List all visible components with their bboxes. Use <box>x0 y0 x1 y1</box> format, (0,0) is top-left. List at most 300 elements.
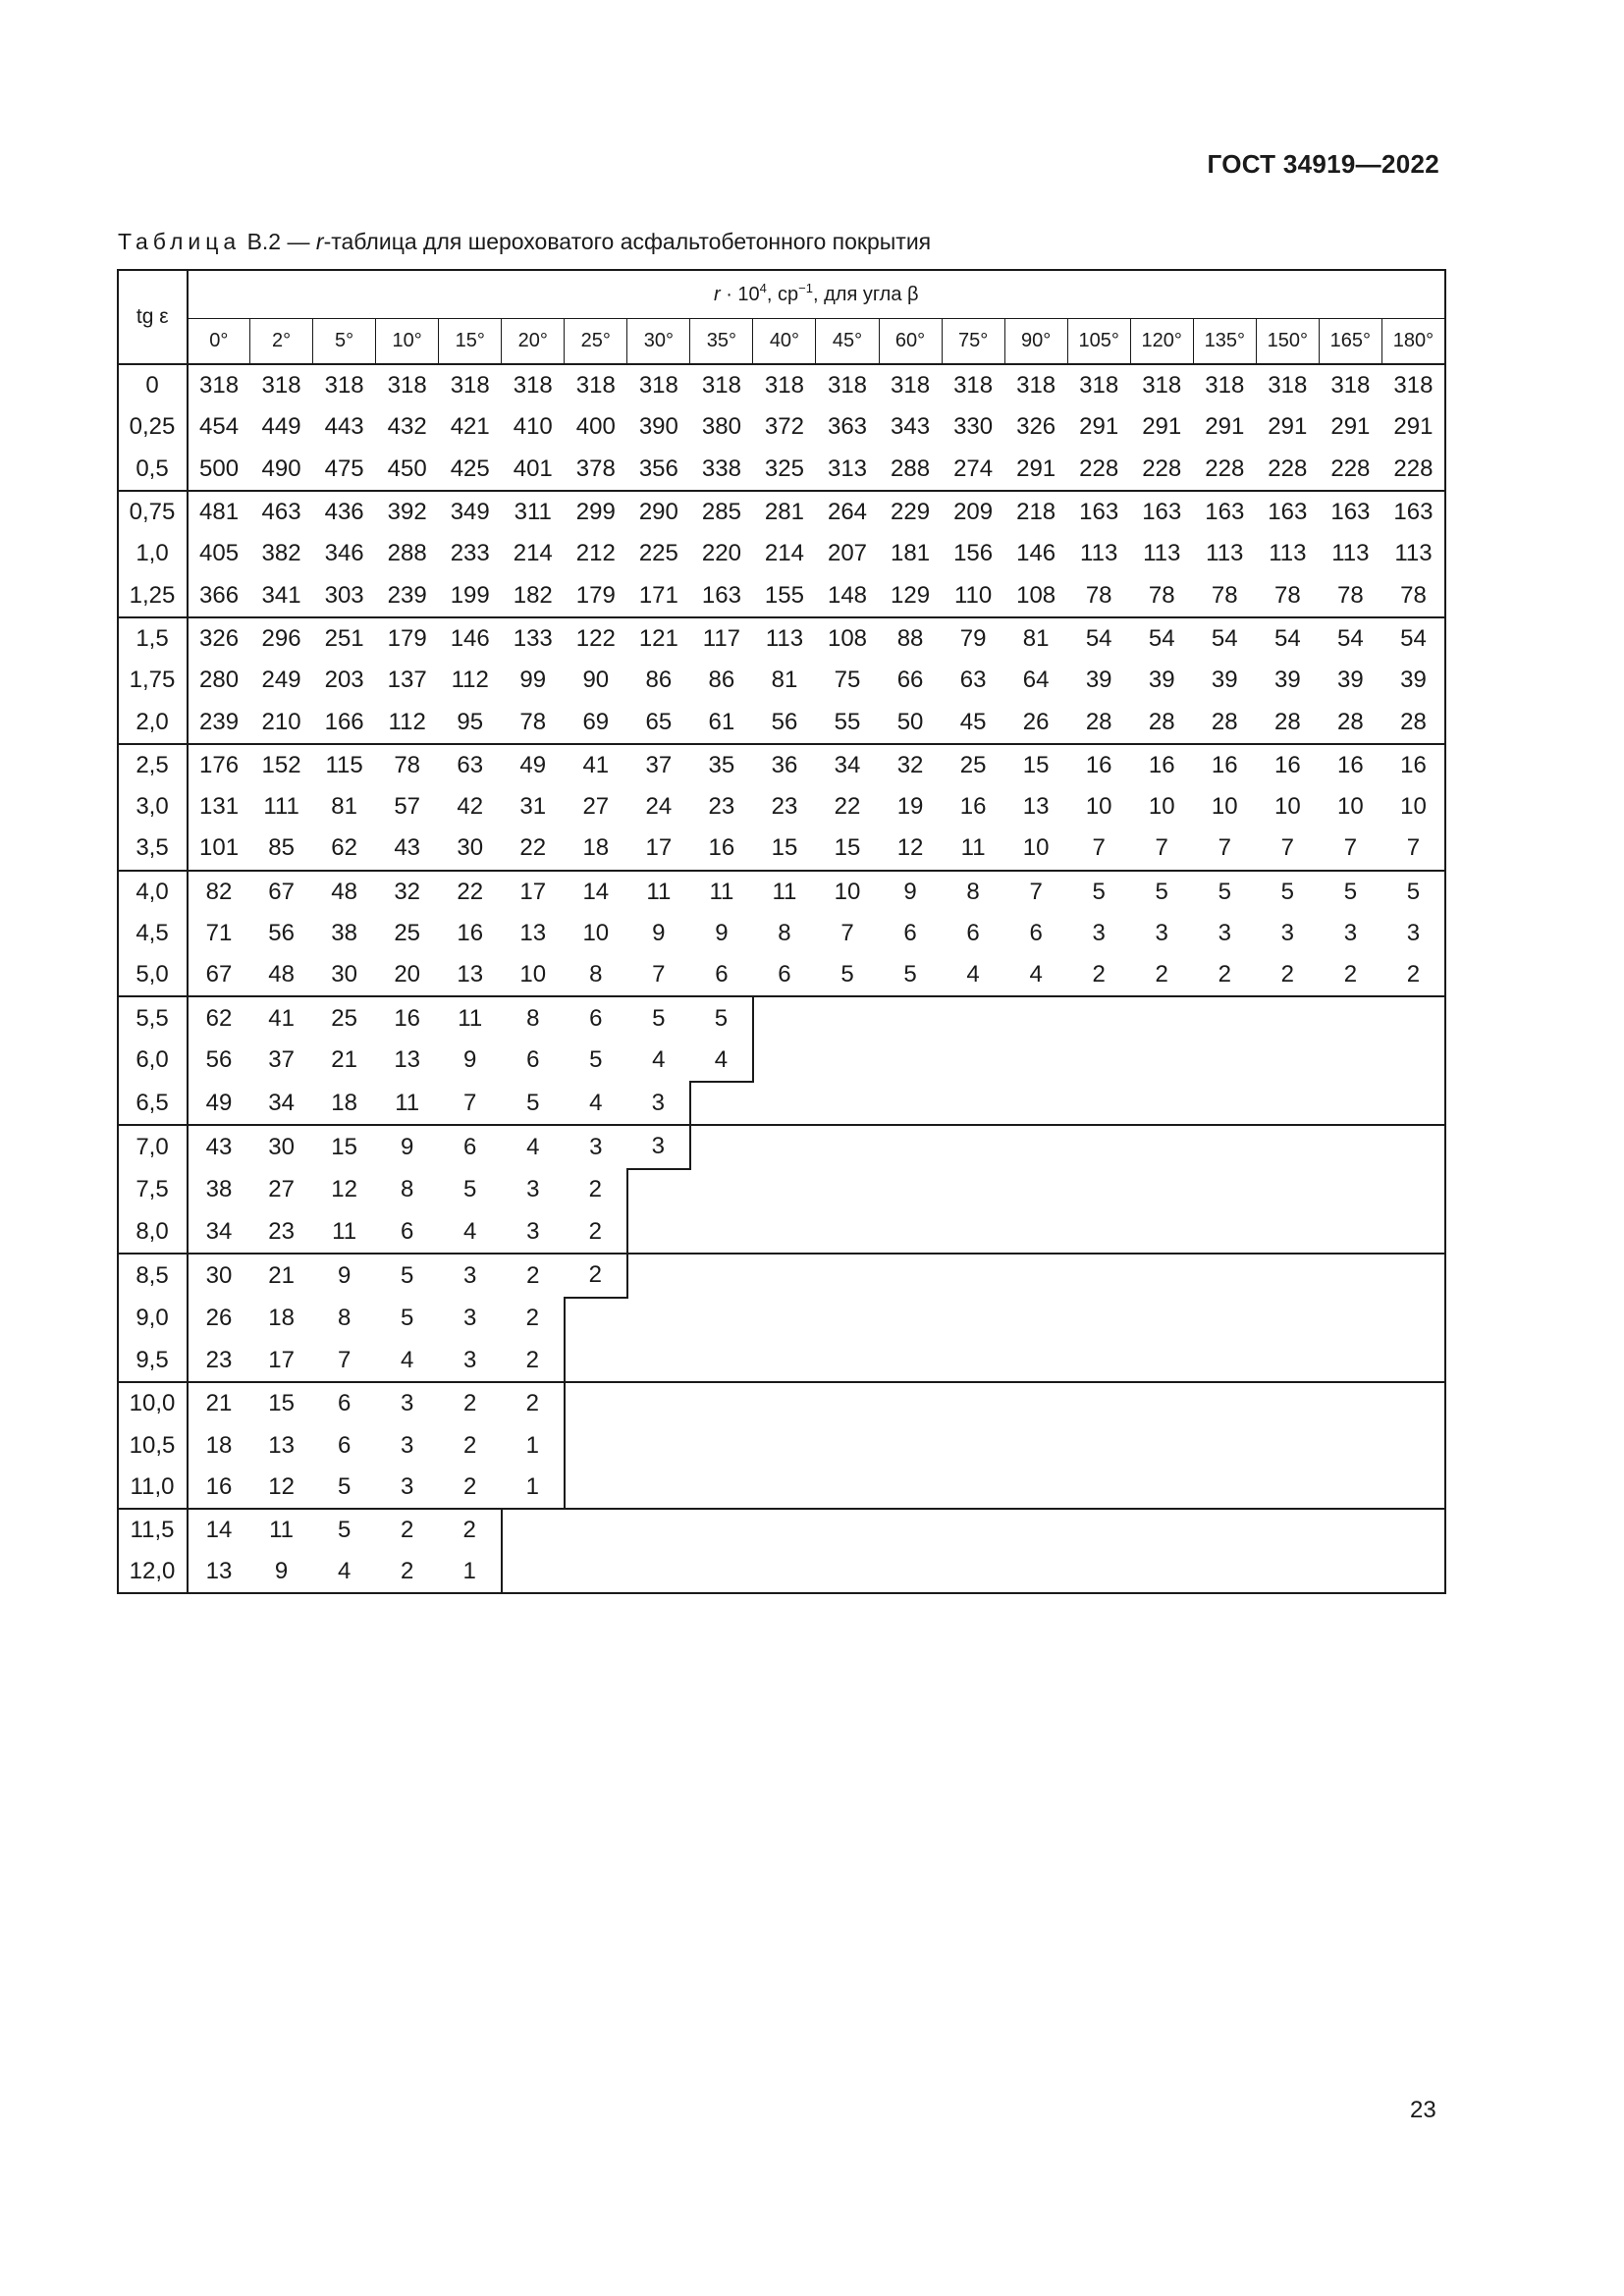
tg-epsilon-cell: 1,75 <box>119 660 188 701</box>
tg-epsilon-cell: 8,5 <box>119 1254 188 1297</box>
table-row <box>119 1551 1445 1592</box>
empty-cell <box>1004 1424 1067 1466</box>
table-row <box>119 1467 1445 1509</box>
value-cell: 450 <box>387 454 427 482</box>
value-cell: 1 <box>502 1467 565 1509</box>
value-cell: 78 <box>376 744 439 786</box>
value-cell: 3 <box>526 1176 540 1203</box>
value-cell: 5 <box>526 1089 540 1116</box>
value-cell: 2 <box>502 1340 565 1382</box>
empty-cell <box>1381 1211 1444 1254</box>
empty-cell <box>1256 1082 1319 1125</box>
tg-epsilon-cell: 0,25 <box>119 406 188 448</box>
value-cell: 475 <box>324 454 364 482</box>
value-cell: 6 <box>526 1046 540 1074</box>
empty-cell <box>942 1509 1004 1551</box>
value-cell: 3 <box>1280 920 1294 946</box>
value-cell: 220 <box>701 540 741 567</box>
table-row <box>119 1340 1445 1382</box>
empty-cell <box>816 1509 879 1551</box>
value-cell: 4 <box>690 1040 753 1082</box>
table-row <box>119 533 1445 574</box>
value-cell: 291 <box>1205 413 1245 441</box>
empty-cell <box>753 1040 816 1082</box>
value-cell: 146 <box>1016 540 1056 567</box>
value-cell: 166 <box>324 708 364 735</box>
empty-cell <box>1130 1298 1193 1340</box>
value-cell: 500 <box>199 454 240 482</box>
value-cell: 330 <box>953 413 994 441</box>
group-header-angle-text: , для угла β <box>812 283 919 305</box>
empty-cell <box>690 1509 753 1551</box>
value-cell: 49 <box>502 744 565 786</box>
value-cell: 10 <box>1085 793 1112 821</box>
value-cell: 3 <box>1092 920 1106 946</box>
empty-cell <box>879 1211 942 1254</box>
empty-cell <box>1381 1424 1444 1466</box>
value-cell: 9 <box>376 1125 439 1168</box>
value-cell: 113 <box>1394 540 1433 567</box>
value-cell: 112 <box>388 708 426 735</box>
empty-cell <box>753 1551 816 1592</box>
value-cell: 50 <box>896 708 924 735</box>
empty-cell <box>1319 996 1381 1039</box>
value-cell: 16 <box>457 920 484 946</box>
value-cell: 163 <box>1067 491 1130 533</box>
empty-cell <box>1256 1551 1319 1592</box>
table-row <box>119 1125 1445 1168</box>
value-cell: 15 <box>313 1125 376 1168</box>
value-cell: 291 <box>1268 413 1308 441</box>
empty-cell <box>1256 1340 1319 1382</box>
empty-cell <box>502 1551 565 1592</box>
value-cell: 56 <box>268 920 295 946</box>
value-cell: 318 <box>188 364 250 406</box>
value-cell: 54 <box>1067 617 1130 660</box>
value-cell: 63 <box>439 744 502 786</box>
value-cell: 37 <box>627 744 690 786</box>
value-cell: 37 <box>268 1046 295 1074</box>
value-cell: 318 <box>942 364 1004 406</box>
empty-cell <box>1256 1211 1319 1254</box>
empty-cell <box>942 1382 1004 1424</box>
value-cell: 318 <box>1319 364 1381 406</box>
empty-cell <box>1319 1125 1381 1168</box>
empty-cell <box>1004 1467 1067 1509</box>
group-header-multiplier-exponent: 4 <box>759 280 767 295</box>
tg-epsilon-cell: 8,0 <box>119 1211 188 1254</box>
value-cell: 318 <box>1256 364 1319 406</box>
value-cell: 75 <box>834 667 861 694</box>
value-cell: 2 <box>565 1254 627 1297</box>
value-cell: 182 <box>513 581 553 609</box>
caption-r-symbol: r <box>315 229 324 254</box>
value-cell: 117 <box>690 617 753 660</box>
angle-header: 2° <box>250 319 313 365</box>
empty-cell <box>627 1169 690 1211</box>
value-cell: 28 <box>1085 708 1112 735</box>
value-cell: 9 <box>652 920 666 946</box>
value-cell: 78 <box>1337 581 1364 609</box>
value-cell: 108 <box>816 617 879 660</box>
empty-cell <box>1004 1382 1067 1424</box>
value-cell: 3 <box>439 1254 502 1297</box>
value-cell: 11 <box>690 871 753 913</box>
empty-cell <box>753 996 816 1039</box>
empty-cell <box>1256 1382 1319 1424</box>
angle-header: 30° <box>627 319 690 365</box>
empty-cell <box>879 1467 942 1509</box>
value-cell: 291 <box>1079 413 1119 441</box>
value-cell: 3 <box>627 1082 690 1125</box>
value-cell: 3 <box>400 1472 414 1500</box>
table-row <box>119 828 1445 870</box>
value-cell: 5 <box>690 996 753 1039</box>
value-cell: 152 <box>250 744 313 786</box>
value-cell: 78 <box>1211 581 1238 609</box>
value-cell: 3 <box>526 1218 540 1246</box>
value-cell: 2 <box>463 1431 477 1459</box>
value-cell: 7 <box>1280 834 1294 862</box>
value-cell: 101 <box>199 834 240 862</box>
value-cell: 65 <box>645 708 673 735</box>
value-cell: 146 <box>439 617 502 660</box>
value-cell: 131 <box>199 793 240 821</box>
value-cell: 303 <box>324 581 364 609</box>
value-cell: 4 <box>589 1089 603 1116</box>
value-cell: 13 <box>205 1558 233 1585</box>
table-row <box>119 786 1445 828</box>
value-cell: 155 <box>764 581 804 609</box>
empty-cell <box>565 1424 627 1466</box>
value-cell: 133 <box>502 617 565 660</box>
empty-cell <box>1067 1125 1130 1168</box>
empty-cell <box>1004 1340 1067 1382</box>
value-cell: 239 <box>199 708 240 735</box>
table-row <box>119 491 1445 533</box>
empty-cell <box>1067 1211 1130 1254</box>
value-cell: 67 <box>205 961 233 988</box>
empty-cell <box>1381 996 1444 1039</box>
table-caption <box>118 229 931 255</box>
value-cell: 34 <box>268 1089 295 1116</box>
value-cell: 18 <box>582 834 610 862</box>
value-cell: 163 <box>1319 491 1381 533</box>
value-cell: 203 <box>324 667 364 694</box>
empty-cell <box>690 1467 753 1509</box>
empty-cell <box>1004 1509 1067 1551</box>
value-cell: 78 <box>1085 581 1112 609</box>
value-cell: 425 <box>450 454 490 482</box>
empty-cell <box>1004 1298 1067 1340</box>
value-cell: 5 <box>1381 871 1444 913</box>
value-cell: 21 <box>250 1254 313 1297</box>
empty-cell <box>1193 1424 1256 1466</box>
angle-header: 20° <box>502 319 565 365</box>
empty-cell <box>690 1254 753 1297</box>
value-cell: 251 <box>313 617 376 660</box>
value-cell: 54 <box>1381 617 1444 660</box>
value-cell: 15 <box>771 834 798 862</box>
value-cell: 463 <box>250 491 313 533</box>
value-cell: 8 <box>337 1305 352 1332</box>
value-cell: 63 <box>959 667 987 694</box>
empty-cell <box>879 1040 942 1082</box>
group-header <box>188 271 1445 319</box>
value-cell: 382 <box>261 540 301 567</box>
tg-epsilon-cell: 10,0 <box>119 1382 188 1424</box>
value-cell: 7 <box>1092 834 1106 862</box>
value-cell: 5 <box>1193 871 1256 913</box>
empty-cell <box>816 1254 879 1297</box>
empty-cell <box>690 1340 753 1382</box>
table-row <box>119 701 1445 743</box>
empty-cell <box>942 1467 1004 1509</box>
value-cell: 225 <box>638 540 678 567</box>
value-cell: 7 <box>1218 834 1231 862</box>
value-cell: 239 <box>387 581 427 609</box>
value-cell: 54 <box>1319 617 1381 660</box>
empty-cell <box>1381 1467 1444 1509</box>
table-row <box>119 1254 1445 1297</box>
value-cell: 32 <box>376 871 439 913</box>
value-cell: 481 <box>188 491 250 533</box>
value-cell: 23 <box>205 1346 233 1373</box>
value-cell: 2 <box>376 1509 439 1551</box>
empty-cell <box>1193 1509 1256 1551</box>
empty-cell <box>816 1551 879 1592</box>
value-cell: 10 <box>1211 793 1238 821</box>
angle-header: 105° <box>1067 319 1130 365</box>
value-cell: 318 <box>816 364 879 406</box>
value-cell: 21 <box>331 1046 357 1074</box>
empty-cell <box>942 996 1004 1039</box>
value-cell: 34 <box>205 1218 233 1246</box>
value-cell: 176 <box>188 744 250 786</box>
empty-cell <box>816 1082 879 1125</box>
value-cell: 61 <box>708 708 735 735</box>
empty-cell <box>1319 1382 1381 1424</box>
empty-cell <box>942 1298 1004 1340</box>
empty-cell <box>1067 1340 1130 1382</box>
caption-prefix: Таблица <box>118 229 242 254</box>
value-cell: 5 <box>1256 871 1319 913</box>
value-cell: 108 <box>1016 581 1056 609</box>
table-row <box>119 406 1445 448</box>
value-cell: 78 <box>1273 581 1301 609</box>
empty-cell <box>816 1298 879 1340</box>
empty-cell <box>753 1125 816 1168</box>
value-cell: 2 <box>502 1254 565 1297</box>
value-cell: 49 <box>205 1089 233 1116</box>
value-cell: 15 <box>834 834 861 862</box>
value-cell: 16 <box>1381 744 1444 786</box>
empty-cell <box>1381 1254 1444 1297</box>
empty-cell <box>1067 996 1130 1039</box>
value-cell: 16 <box>1067 744 1130 786</box>
value-cell: 249 <box>261 667 301 694</box>
empty-cell <box>1381 1125 1444 1168</box>
value-cell: 218 <box>1004 491 1067 533</box>
empty-cell <box>627 1509 690 1551</box>
value-cell: 15 <box>1004 744 1067 786</box>
empty-cell <box>1193 1467 1256 1509</box>
value-cell: 291 <box>1142 413 1182 441</box>
value-cell: 4 <box>337 1558 352 1585</box>
value-cell: 3 <box>376 1382 439 1424</box>
value-cell: 6 <box>778 961 791 988</box>
empty-cell <box>1193 1551 1256 1592</box>
value-cell: 43 <box>188 1125 250 1168</box>
angle-header: 135° <box>1193 319 1256 365</box>
tg-epsilon-cell: 2,5 <box>119 744 188 786</box>
empty-cell <box>1193 1382 1256 1424</box>
value-cell: 30 <box>188 1254 250 1297</box>
value-cell: 11 <box>439 996 502 1039</box>
caption-number: В.2 — <box>246 229 310 254</box>
value-cell: 6 <box>966 920 980 946</box>
empty-cell <box>1130 1125 1193 1168</box>
r-table <box>118 270 1445 1593</box>
value-cell: 9 <box>274 1558 289 1585</box>
empty-cell <box>753 1382 816 1424</box>
value-cell: 421 <box>450 413 490 441</box>
value-cell: 148 <box>827 581 868 609</box>
table-row <box>119 1382 1445 1424</box>
value-cell: 10 <box>1400 793 1427 821</box>
value-cell: 13 <box>457 961 484 988</box>
value-cell: 55 <box>834 708 861 735</box>
empty-cell <box>816 1340 879 1382</box>
value-cell: 26 <box>205 1305 233 1332</box>
value-cell: 4 <box>652 1046 666 1074</box>
empty-cell <box>502 1509 565 1551</box>
value-cell: 42 <box>457 793 484 821</box>
value-cell: 39 <box>1085 667 1112 694</box>
document-standard-number: ГОСТ 34919—2022 <box>1207 149 1439 179</box>
value-cell: 318 <box>376 364 439 406</box>
empty-cell <box>1193 1169 1256 1211</box>
value-cell: 11 <box>332 1218 357 1246</box>
value-cell: 264 <box>816 491 879 533</box>
empty-cell <box>1004 1211 1067 1254</box>
value-cell: 6 <box>400 1218 414 1246</box>
value-cell: 4 <box>400 1346 414 1373</box>
value-cell: 23 <box>268 1218 295 1246</box>
value-cell: 318 <box>1130 364 1193 406</box>
value-cell: 3 <box>463 1305 477 1332</box>
empty-cell <box>753 1169 816 1211</box>
value-cell: 99 <box>519 667 547 694</box>
empty-cell <box>627 1211 690 1254</box>
empty-cell <box>879 1254 942 1297</box>
empty-cell <box>1067 1382 1130 1424</box>
value-cell: 228 <box>1393 454 1434 482</box>
value-cell: 285 <box>690 491 753 533</box>
value-cell: 11 <box>960 834 986 862</box>
value-cell: 34 <box>816 744 879 786</box>
empty-cell <box>753 1424 816 1466</box>
tg-epsilon-cell: 3,0 <box>119 786 188 828</box>
empty-cell <box>1193 1254 1256 1297</box>
value-cell: 8 <box>942 871 1004 913</box>
table-row <box>119 913 1445 954</box>
empty-cell <box>627 1340 690 1382</box>
value-cell: 28 <box>1211 708 1238 735</box>
value-cell: 7 <box>840 920 854 946</box>
value-cell: 7 <box>1406 834 1421 862</box>
value-cell: 39 <box>1400 667 1427 694</box>
value-cell: 111 <box>263 793 299 821</box>
empty-cell <box>627 1382 690 1424</box>
value-cell: 113 <box>1206 540 1244 567</box>
empty-cell <box>1067 1509 1130 1551</box>
value-cell: 18 <box>205 1431 233 1459</box>
value-cell: 291 <box>1393 413 1434 441</box>
value-cell: 57 <box>394 793 421 821</box>
value-cell: 12 <box>896 834 924 862</box>
value-cell: 318 <box>1193 364 1256 406</box>
value-cell: 18 <box>268 1305 295 1332</box>
empty-cell <box>1004 1254 1067 1297</box>
value-cell: 9 <box>313 1254 376 1297</box>
value-cell: 432 <box>387 413 427 441</box>
empty-cell <box>753 1254 816 1297</box>
tg-epsilon-cell: 5,0 <box>119 954 188 996</box>
empty-cell <box>1256 1125 1319 1168</box>
empty-cell <box>1193 1298 1256 1340</box>
tg-epsilon-cell: 0 <box>119 364 188 406</box>
value-cell: 2 <box>1406 961 1421 988</box>
value-cell: 6 <box>565 996 627 1039</box>
value-cell: 6 <box>337 1431 352 1459</box>
value-cell: 113 <box>753 617 816 660</box>
angle-header: 25° <box>565 319 627 365</box>
empty-cell <box>1193 996 1256 1039</box>
value-cell: 318 <box>250 364 313 406</box>
value-cell: 11 <box>250 1509 313 1551</box>
value-cell: 22 <box>519 834 547 862</box>
tg-epsilon-cell: 0,75 <box>119 491 188 533</box>
value-cell: 137 <box>387 667 427 694</box>
value-cell: 16 <box>1130 744 1193 786</box>
value-cell: 56 <box>205 1046 233 1074</box>
value-cell: 5 <box>376 1254 439 1297</box>
value-cell: 318 <box>1004 364 1067 406</box>
empty-cell <box>753 1298 816 1340</box>
value-cell: 95 <box>457 708 484 735</box>
empty-cell <box>1130 1082 1193 1125</box>
empty-cell <box>942 1125 1004 1168</box>
caption-title: -таблица для шероховатого асфальтобетонного покрытия <box>323 229 932 254</box>
value-cell: 343 <box>891 413 931 441</box>
value-cell: 290 <box>627 491 690 533</box>
value-cell: 2 <box>565 1211 627 1254</box>
value-cell: 11 <box>395 1089 420 1116</box>
empty-cell <box>816 1424 879 1466</box>
empty-cell <box>1381 1340 1444 1382</box>
tg-epsilon-cell: 0,5 <box>119 449 188 491</box>
value-cell: 5 <box>589 1046 603 1074</box>
value-cell: 90 <box>582 667 610 694</box>
value-cell: 41 <box>250 996 313 1039</box>
value-cell: 121 <box>627 617 690 660</box>
empty-cell <box>690 1551 753 1592</box>
value-cell: 346 <box>324 540 364 567</box>
empty-cell <box>1130 1551 1193 1592</box>
table-row <box>119 954 1445 996</box>
value-cell: 69 <box>582 708 610 735</box>
